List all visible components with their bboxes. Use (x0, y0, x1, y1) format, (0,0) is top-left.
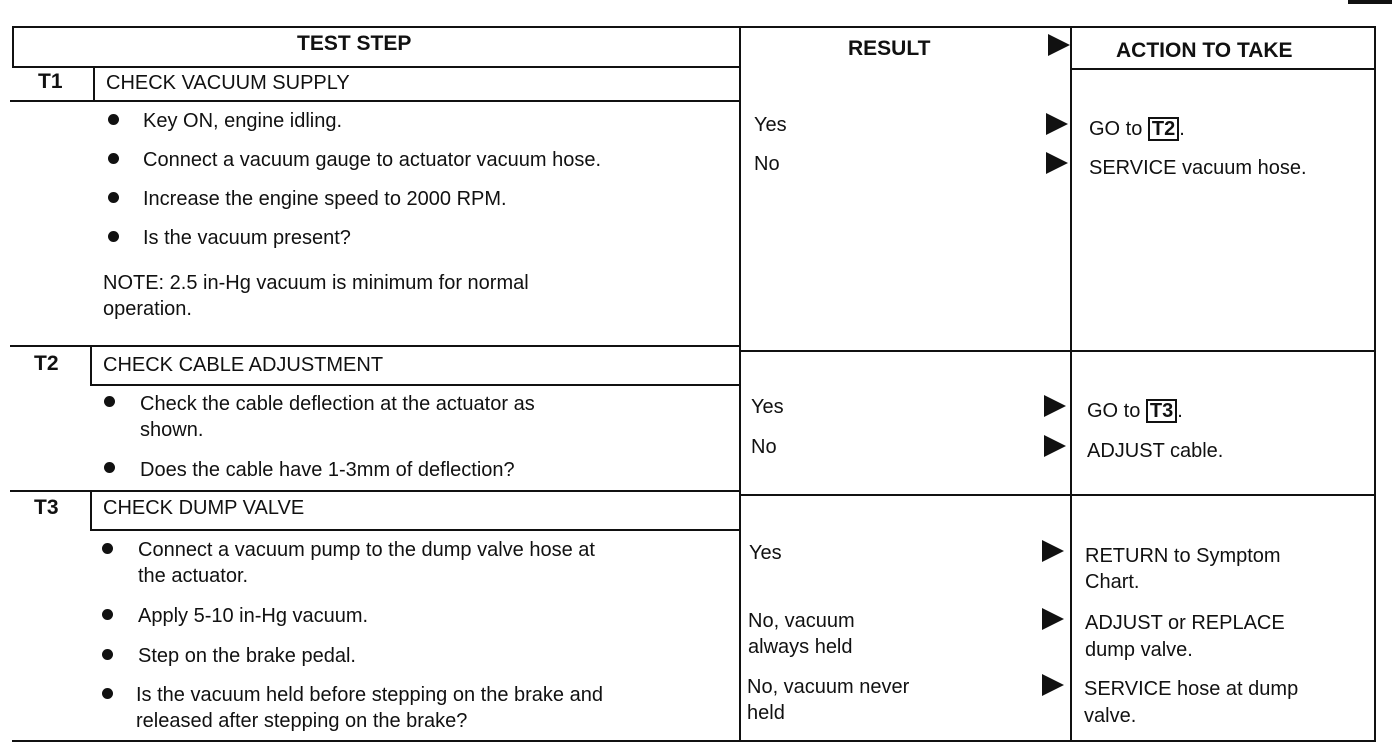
t2-title-rule (90, 384, 741, 386)
t2-step-1-line-1: Check the cable deflection at the actuator as (140, 393, 535, 415)
section-rule-t2-t3 (10, 490, 741, 492)
t3-result-1-line-1: Yes (749, 542, 782, 564)
header-test-step: TEST STEP (297, 32, 412, 55)
t3-action-2-line-1: ADJUST or REPLACE (1085, 612, 1285, 634)
t3-arrow-1-icon (1042, 540, 1064, 562)
t1-step-1: Key ON, engine idling. (143, 110, 343, 132)
t3-action-3-line-1: SERVICE hose at dump (1084, 678, 1299, 700)
t1-title: CHECK VACUUM SUPPLY (106, 72, 350, 94)
t3-step-3: Step on the brake pedal. (138, 645, 356, 667)
t3-step-1-line-2: the actuator. (138, 565, 249, 587)
t3-step-2: Apply 5-10 in-Hg vacuum. (138, 605, 369, 627)
section-rule-t1-t2-right (739, 350, 1376, 352)
t3-action-1-line-1: RETURN to Symptom (1085, 545, 1281, 567)
t1-goto-suffix: . (1179, 118, 1185, 140)
t1-bullet-2 (108, 153, 119, 164)
t3-action-2-line-2: dump valve. (1085, 639, 1193, 661)
header-arrow-icon (1048, 34, 1070, 56)
t2-action-goto-prefix: GO to (1087, 400, 1141, 422)
t1-title-rule (10, 100, 741, 102)
t3-action-3-line-2: valve. (1084, 705, 1137, 727)
t3-bullet-2 (102, 609, 113, 620)
t3-bullet-1 (102, 543, 113, 554)
header-action: ACTION TO TAKE (1116, 39, 1293, 62)
table-border-left (12, 26, 14, 68)
t1-arrow-yes-icon (1046, 113, 1068, 135)
t1-action-service: SERVICE vacuum hose. (1089, 157, 1307, 179)
section-rule-t2-t3-right (739, 494, 1376, 496)
t2-goto-suffix: . (1177, 400, 1183, 422)
t3-id-divider (90, 490, 92, 530)
t3-id: T3 (34, 496, 59, 519)
t2-action-goto (1087, 398, 1183, 424)
t2-title: CHECK CABLE ADJUSTMENT (103, 354, 384, 376)
t1-arrow-no-icon (1046, 152, 1068, 174)
t3-bullet-4 (102, 688, 113, 699)
t2-arrow-no-icon (1044, 435, 1066, 457)
t3-step-4-line-1: Is the vacuum held before stepping on the brake and (136, 684, 603, 706)
t2-action-adjust: ADJUST cable. (1087, 440, 1224, 462)
t1-action-goto-prefix: GO to (1089, 118, 1143, 140)
t1-bullet-4 (108, 231, 119, 242)
t3-action-1-line-2: Chart. (1085, 571, 1140, 593)
t1-bullet-3 (108, 192, 119, 203)
header-result: RESULT (848, 37, 931, 60)
t1-step-3: Increase the engine speed to 2000 RPM. (143, 188, 507, 210)
t2-id-divider (90, 345, 92, 385)
t2-goto-ref: T3 (1146, 399, 1177, 423)
t2-bullet-2 (104, 462, 115, 473)
section-rule-t1-t2 (10, 345, 741, 347)
t3-arrow-3-icon (1042, 674, 1064, 696)
t2-result-yes: Yes (751, 396, 784, 418)
t1-goto-ref: T2 (1148, 117, 1179, 141)
header-rule-right (1070, 68, 1376, 70)
table-border-right (1374, 26, 1376, 742)
table-border-bottom (12, 740, 1376, 742)
t3-result-2-line-1: No, vacuum (748, 610, 855, 632)
t3-arrow-2-icon (1042, 608, 1064, 630)
t3-title-rule (90, 529, 741, 531)
t1-bullet-1 (108, 114, 119, 125)
t1-step-2: Connect a vacuum gauge to actuator vacuum hose. (143, 149, 602, 171)
t3-step-1-line-1: Connect a vacuum pump to the dump valve hose at (138, 539, 595, 561)
t2-result-no: No (751, 436, 777, 458)
t1-id: T1 (38, 70, 63, 93)
t3-result-3-line-1: No, vacuum never (747, 676, 910, 698)
t1-result-no: No (754, 153, 780, 175)
corner-mark (1348, 0, 1392, 4)
table-border-top (12, 26, 1376, 28)
t1-action-goto (1089, 116, 1185, 142)
t1-id-divider (93, 66, 95, 102)
t1-note-line-1: NOTE: 2.5 in-Hg vacuum is minimum for normal (103, 272, 529, 294)
t3-step-4-line-2: released after stepping on the brake? (136, 710, 468, 732)
t1-result-yes: Yes (754, 114, 787, 136)
t1-step-4: Is the vacuum present? (143, 227, 351, 249)
t3-result-2-line-2: always held (748, 636, 853, 658)
t2-arrow-yes-icon (1044, 395, 1066, 417)
divider-result-action (1070, 26, 1072, 742)
t2-id: T2 (34, 352, 59, 375)
header-rule-test (12, 66, 741, 68)
t3-result-3-line-2: held (747, 702, 785, 724)
t3-bullet-3 (102, 649, 113, 660)
t1-note-line-2: operation. (103, 298, 192, 320)
t3-title: CHECK DUMP VALVE (103, 497, 305, 519)
t2-bullet-1 (104, 396, 115, 407)
t2-step-1-line-2: shown. (140, 419, 204, 441)
t2-step-2: Does the cable have 1-3mm of deflection? (140, 459, 515, 481)
